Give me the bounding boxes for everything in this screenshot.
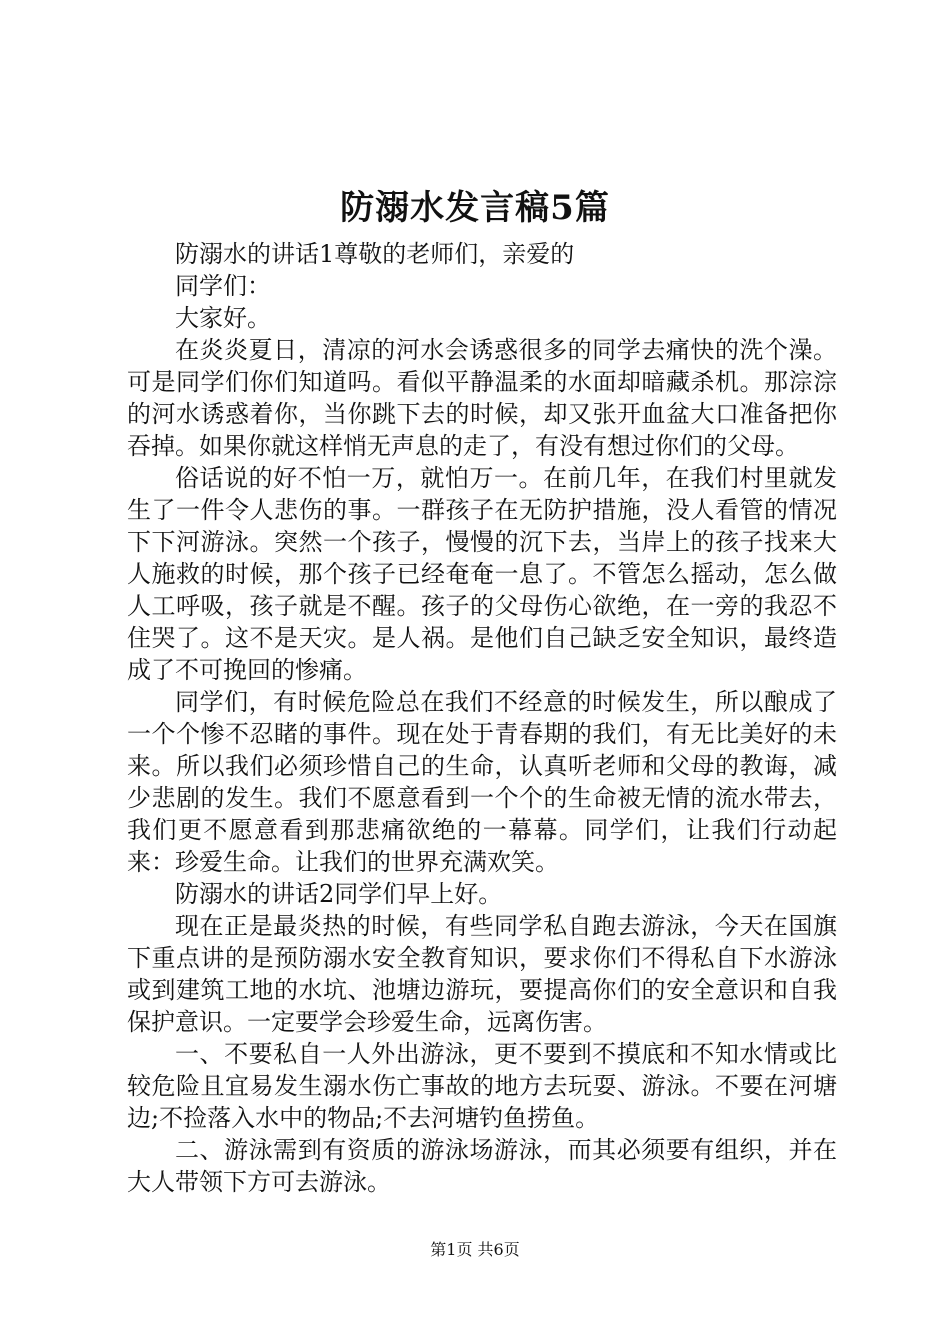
paragraph: 防溺水的讲话2同学们早上好。 — [175, 880, 503, 908]
paragraph: 俗话说的好不怕一万，就怕万一。在前几年，在我们村里就发生了一件令人悲伤的事。一群孩子在无防护措施，没人看管的情况下下河游泳。突然一个孩子，慢慢的沉下去，当岸上的孩子找来大人施救的时候，那个孩子已经奄奄一息了。不管怎么摇动，怎么做人工呼吸，孩子就是不醒。孩子的父母伤心欲绝，在一旁的我忍不住哭了。这不是天灾。是人祸。是他们自己缺乏安全知识，最终造成了不可挽回的惨痛。 — [127, 464, 837, 684]
paragraph: 一、不要私自一人外出游泳，更不要到不摸底和不知水情或比较危险且宜易发生溺水伤亡事故的地方去玩耍、游泳。不要在河塘边;不捡落入水中的物品;不去河塘钓鱼捞鱼。 — [127, 1040, 837, 1132]
paragraph: 大家好。 — [175, 304, 271, 332]
document-body — [127, 238, 837, 1198]
paragraph: 同学们，有时候危险总在我们不经意的时候发生，所以酿成了一个个惨不忍睹的事件。现在处于青春期的我们，有无比美好的未来。所以我们必须珍惜自己的生命，认真听老师和父母的教诲，减少悲剧的发生。我们不愿意看到一个个的生命被无情的流水带去，我们更不愿意看到那悲痛欲绝的一幕幕。同学们，让我们行动起来：珍爱生命。让我们的世界充满欢笑。 — [127, 688, 837, 876]
page-title: 防溺水发言稿5篇 — [340, 188, 610, 228]
page-footer: 第1页 共6页 — [430, 1240, 520, 1259]
paragraph: 在炎炎夏日，清凉的河水会诱惑很多的同学去痛快的洗个澡。可是同学们你们知道吗。看似平静温柔的水面却暗藏杀机。那淙淙的河水诱惑着你，当你跳下去的时候，却又张开血盆大口准备把你吞掉。如果你就这样悄无声息的走了，有没有想过你们的父母。 — [127, 336, 837, 460]
paragraph: 防溺水的讲话1尊敬的老师们，亲爱的 — [175, 240, 575, 268]
paragraph: 同学们： — [175, 272, 271, 300]
paragraph: 二、游泳需到有资质的游泳场游泳，而其必须要有组织，并在大人带领下方可去游泳。 — [127, 1136, 837, 1196]
paragraph: 现在正是最炎热的时候，有些同学私自跑去游泳，今天在国旗下重点讲的是预防溺水安全教育知识，要求你们不得私自下水游泳或到建筑工地的水坑、池塘边游玩，要提高你们的安全意识和自我保护意识。一定要学会珍爱生命，远离伤害。 — [127, 912, 837, 1036]
